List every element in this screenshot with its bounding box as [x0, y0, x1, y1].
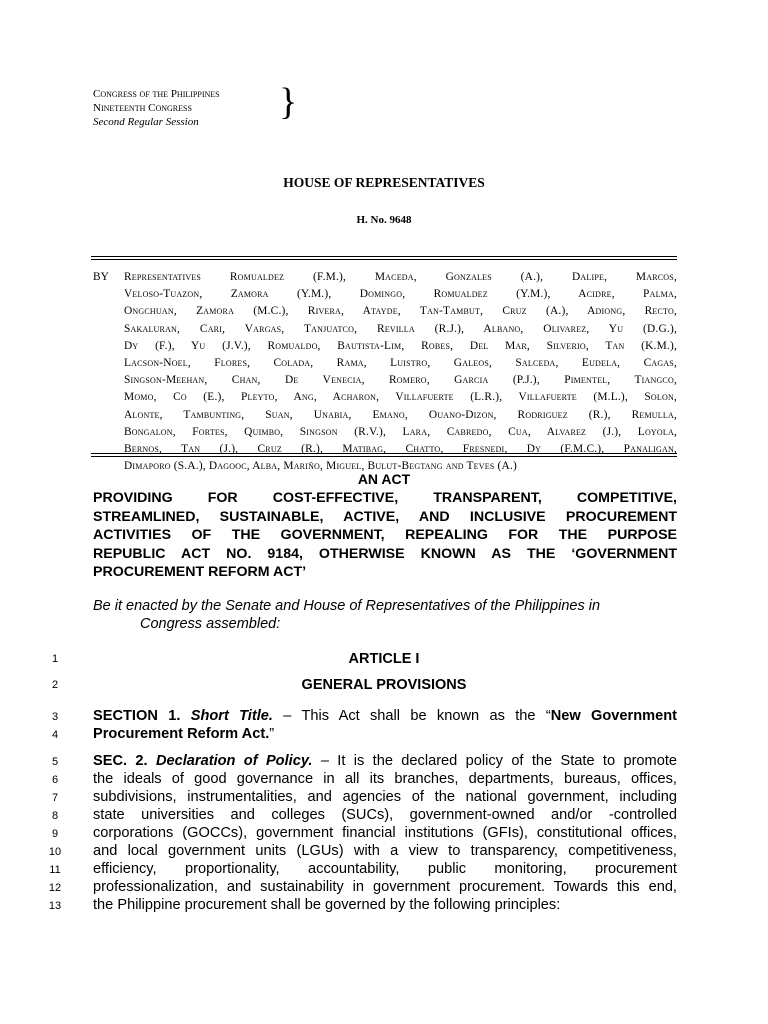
bill-number: H. No. 9648: [356, 214, 412, 226]
line-number: 2: [51, 679, 59, 691]
line-number: 3: [51, 711, 59, 723]
section-2-line: the ideals of good governance in all its branches, departments, bureaus, offices,: [93, 771, 677, 787]
section-2-label: SEC. 2.: [93, 753, 148, 769]
authors-line: Veloso-Tuazon, Zamora (Y.M.), Domingo, Romualdez (Y.M.), Acidre, Palma,: [124, 288, 677, 301]
authors-list: [124, 269, 677, 475]
line-number: 4: [51, 729, 59, 741]
congress-name: Congress of the Philippines: [93, 88, 220, 100]
top-double-rule: [91, 256, 677, 260]
authors-line: Bernos, Tan (J.), Cruz (R.), Matibag, Chatto, Fresnedi, Dy (F.M.C.), Panaligan,: [124, 443, 677, 456]
article-heading: ARTICLE I: [348, 651, 420, 667]
line-number: 10: [48, 846, 62, 858]
section-2-line: professionalization, and sustainability in government procurement. Towards this end,: [93, 879, 677, 895]
line-number: 6: [51, 774, 59, 786]
section-2-line: [93, 753, 677, 769]
section-2-line: state universities and colleges (SUCs), government-owned and/or -controlled: [93, 807, 677, 823]
section-1-title: Short Title.: [190, 708, 273, 724]
section-2-line: corporations (GOCCs), government financial institutions (GFIs), constitutional offices,: [93, 825, 677, 841]
enacting-clause-line: Be it enacted by the Senate and House of Representatives of the Philippines in: [93, 598, 601, 614]
act-title: AN ACT: [357, 471, 411, 487]
section-1-text: ”: [269, 726, 275, 742]
line-number: 11: [49, 864, 61, 876]
section-2-text: – It is the declared policy of the State to promote: [312, 753, 677, 769]
session-name: Second Regular Session: [93, 116, 199, 128]
section-2-title: Declaration of Policy.: [155, 753, 313, 769]
section-1-label: SECTION 1.: [93, 708, 181, 724]
authors-line: Dy (F.), Yu (J.V.), Romualdo, Bautista-Lim, Robes, Del Mar, Silverio, Tan (K.M.),: [124, 339, 677, 352]
authors-line: Singson-Meehan, Chan, De Venecia, Romero, Garcia (P.J.), Pimentel, Tiangco,: [124, 374, 677, 387]
enacting-clause: [93, 597, 677, 633]
section-1-text: – This Act shall be known as the “: [272, 708, 551, 724]
article-title: GENERAL PROVISIONS: [301, 677, 467, 693]
act-title-line: STREAMLINED, SUSTAINABLE, ACTIVE, AND INCLUSIVE PROCUREMENT: [93, 508, 677, 525]
authors-line: Bongalon, Fortes, Quimbo, Singson (R.V.), Lara, Cabredo, Cua, Alvarez (J.), Loyola,: [124, 425, 677, 438]
line-number: 13: [48, 900, 62, 912]
authors-line: Sakaluran, Cari, Vargas, Tanjuatco, Revilla (R.J.), Albano, Olivarez, Yu (D.G.),: [124, 322, 677, 335]
authors-line: Ongchuan, Zamora (M.C.), Rivera, Atayde, Tan-Tambut, Cruz (A.), Adiong, Recto,: [124, 305, 677, 318]
act-title-line: PROVIDING FOR COST-EFFECTIVE, TRANSPARENT, COMPETITIVE,: [93, 490, 677, 506]
authors-line: Representatives Romualdez (F.M.), Maceda, Gonzales (A.), Dalipe, Marcos,: [124, 271, 677, 283]
bottom-double-rule: [91, 453, 677, 457]
line-number: 8: [51, 810, 59, 822]
section-2-line: the Philippine procurement shall be governed by the following principles:: [93, 897, 561, 913]
line-number: 5: [51, 756, 59, 768]
act-short-name: Procurement Reform Act.: [93, 726, 270, 742]
house-title: HOUSE OF REPRESENTATIVES: [283, 175, 485, 190]
line-number: 9: [51, 828, 59, 840]
section-2-line: subdivisions, instrumentalities, and agencies of the national government, including: [93, 789, 677, 805]
act-short-name: New Government: [550, 708, 677, 724]
congress-header: [93, 87, 220, 129]
authors-line: Dimaporo (S.A.), Dagooc, Alba, Mariño, Miguel, Bulut-Begtang and Teves (A.): [124, 460, 517, 473]
act-title-line: ACTIVITIES OF THE GOVERNMENT, REPEALING FOR THE PURPOSE: [93, 527, 677, 543]
act-title-line: PROCUREMENT REFORM ACT’: [93, 564, 307, 580]
section-2-line: efficiency, proportionality, accountability, public monitoring, procurement: [93, 861, 677, 877]
act-title-line: REPUBLIC ACT NO. 9184, OTHERWISE KNOWN AS THE ‘GOVERNMENT: [93, 545, 677, 562]
line-number: 1: [51, 653, 59, 665]
enacting-clause-line: Congress assembled:: [140, 616, 281, 632]
section-2-line: and local government units (LGUs) with a view to transparency, competitiveness,: [93, 843, 677, 859]
authors-line: Momo, Co (E.), Pleyto, Ang, Acharon, Villafuerte (L.R.), Villafuerte (M.L.), Solon,: [124, 391, 677, 404]
line-number: 12: [48, 882, 62, 894]
section-1-line: [93, 708, 677, 724]
authors-label: BY: [93, 271, 109, 283]
congress-number: Nineteenth Congress: [93, 102, 192, 114]
header-brace: }: [279, 81, 298, 123]
authors-line: Alonte, Tambunting, Suan, Unabia, Emano, Ouano-Dizon, Rodriguez (R.), Remulla,: [124, 408, 677, 421]
authors-line: Lacson-Noel, Flores, Colada, Rama, Luistro, Galeos, Salceda, Eudela, Cagas,: [124, 357, 677, 370]
section-1-line: [93, 726, 677, 742]
line-number: 7: [51, 792, 59, 804]
act-long-title: [93, 489, 677, 582]
